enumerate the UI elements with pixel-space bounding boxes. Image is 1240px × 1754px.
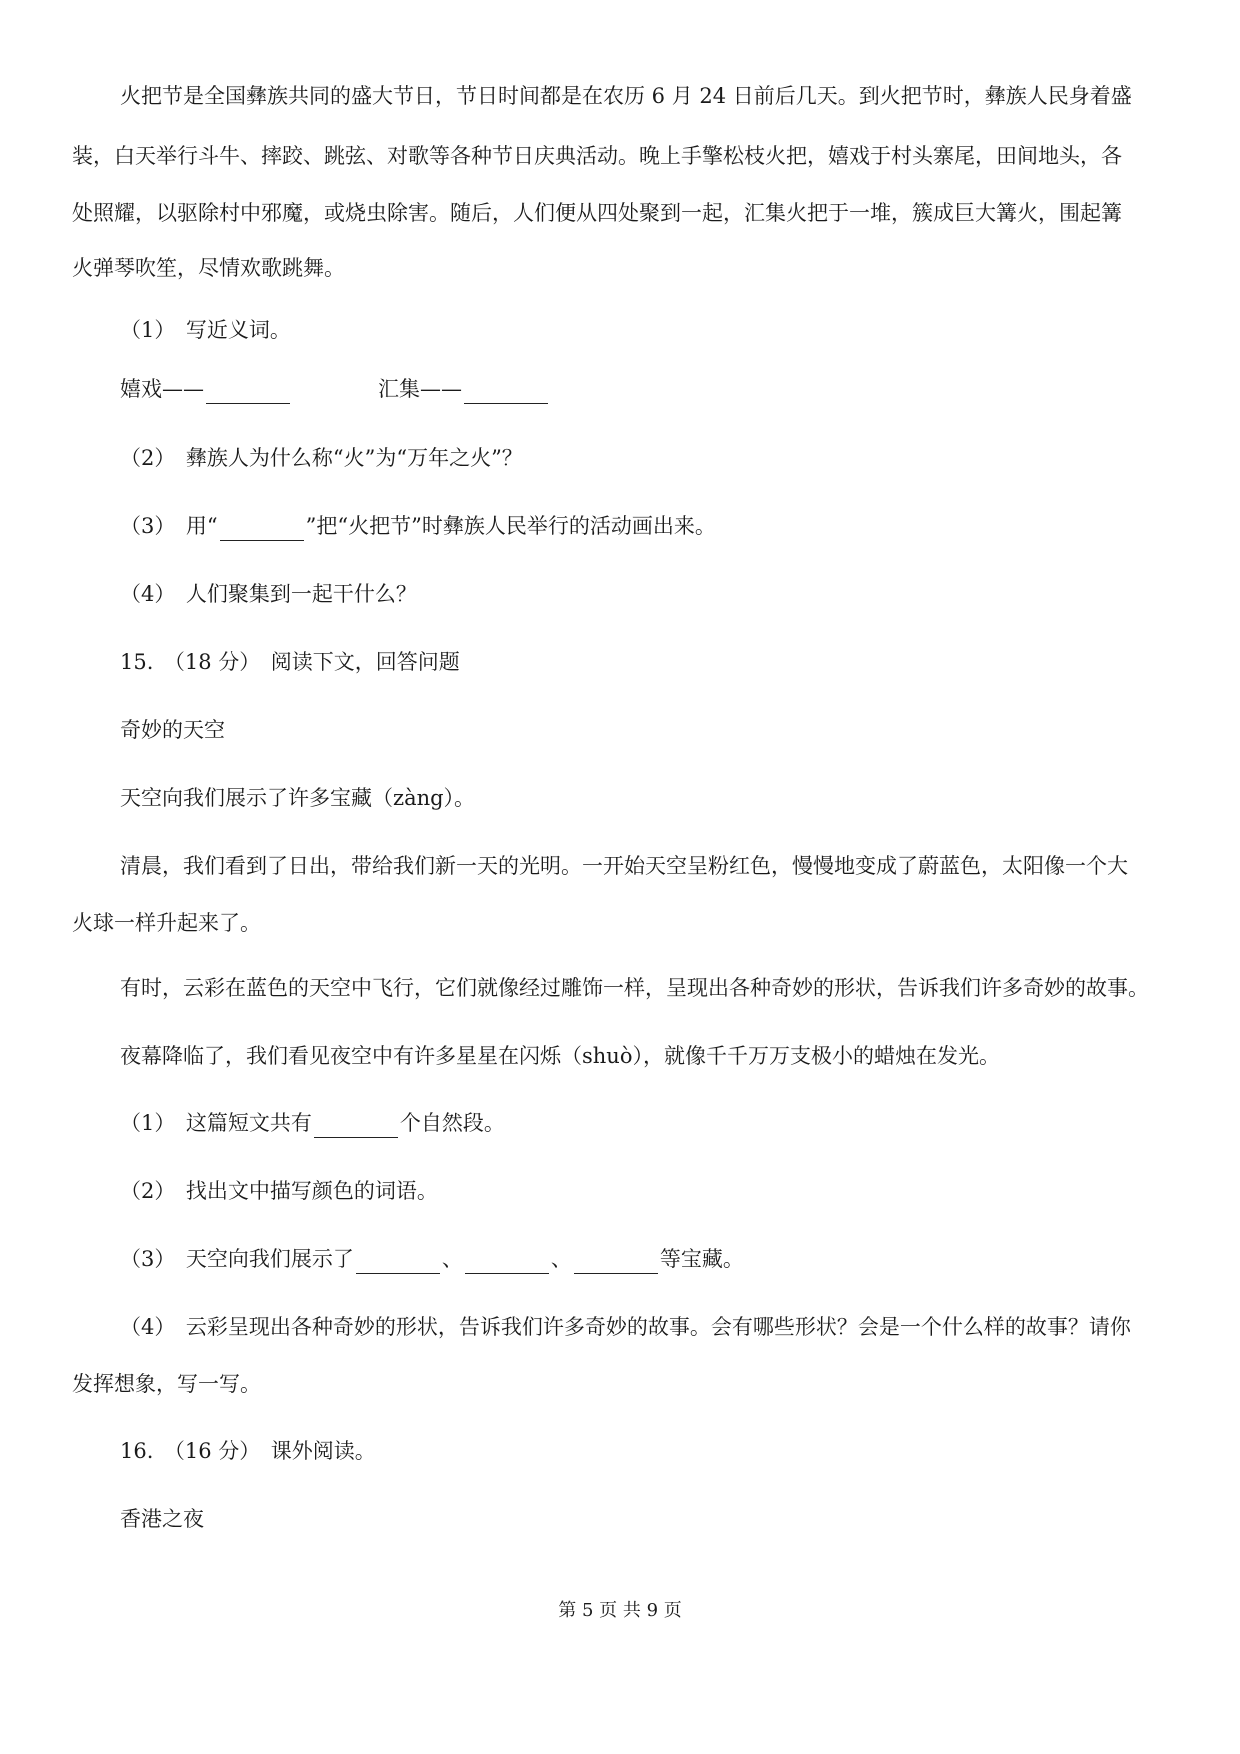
separator: 、 [441, 1247, 463, 1271]
answer-blank[interactable] [314, 1115, 398, 1138]
subquestion-1: （1） 写近义词。 [120, 318, 291, 342]
subquestion-3 [120, 511, 716, 541]
passage-paragraph-line: 清晨，我们看到了日出，带给我们新一天的光明。一开始天空呈粉红色，慢慢地变成了蔚蓝色，太阳像一个大 [120, 854, 1128, 878]
passage-paragraph-line: 火弹琴吹笙，尽情欢歌跳舞。 [72, 256, 345, 280]
subquestion-text: 等宝藏。 [659, 1247, 744, 1271]
passage-paragraph-line: 天空向我们展示了许多宝藏（zàng）。 [120, 786, 476, 810]
subquestion-2: （2） 彝族人为什么称“火”为“万年之火”？ [120, 446, 523, 470]
subquestion-text: （3） 用“ [120, 514, 218, 538]
passage-title: 香港之夜 [120, 1507, 204, 1531]
synonym-word-label: 嬉戏—— [120, 377, 204, 401]
subquestion-2: （2） 找出文中描写颜色的词语。 [120, 1179, 438, 1203]
subquestion-text: 个自然段。 [399, 1111, 505, 1135]
passage-paragraph-line: 夜幕降临了，我们看见夜空中有许多星星在闪烁（shuò），就像千千万万支极小的蜡烛在发光。 [120, 1044, 1000, 1068]
answer-blank[interactable] [206, 381, 290, 404]
subquestion-1 [120, 1108, 505, 1138]
passage-paragraph-line: 处照耀，以驱除村中邪魔，或烧虫除害。随后，人们便从四处聚到一起，汇集火把于一堆，簇成巨大篝火，围起篝 [72, 201, 1122, 225]
passage-paragraph-line: 装，白天举行斗牛、摔跤、跳弦、对歌等各种节日庆典活动。晚上手擎松枝火把，嬉戏于村头寨尾，田间地头，各 [72, 144, 1122, 168]
subquestion-4: （4） 云彩呈现出各种奇妙的形状，告诉我们许多奇妙的故事。会有哪些形状？会是一个什么样的故事？请你 [120, 1315, 1131, 1339]
synonym-row [120, 374, 550, 404]
answer-blank[interactable] [574, 1251, 658, 1274]
passage-paragraph-line: 火球一样升起来了。 [72, 911, 261, 935]
subquestion-text: （3） 天空向我们展示了 [120, 1247, 354, 1271]
subquestion-text: （1） 这篇短文共有 [120, 1111, 312, 1135]
passage-paragraph-line: 火把节是全国彝族共同的盛大节日，节日时间都是在农历 6 月 24 日前后几天。到火把节时，彝族人民身着盛 [120, 84, 1132, 108]
subquestion-4-continued: 发挥想象，写一写。 [72, 1372, 261, 1396]
subquestion-text: ”把“火把节”时彝族人民举行的活动画出来。 [305, 514, 716, 538]
synonym-word-label: 汇集—— [378, 377, 462, 401]
passage-paragraph-line: 有时，云彩在蓝色的天空中飞行，它们就像经过雕饰一样，呈现出各种奇妙的形状，告诉我们许多奇妙的故事。 [120, 976, 1149, 1000]
question-header: 15. （18 分） 阅读下文，回答问题 [120, 650, 460, 674]
answer-blank[interactable] [464, 381, 548, 404]
answer-blank[interactable] [465, 1251, 549, 1274]
page-number: 第 5 页 共 9 页 [558, 1600, 682, 1621]
question-header: 16. （16 分） 课外阅读。 [120, 1439, 376, 1463]
subquestion-4: （4） 人们聚集到一起干什么？ [120, 582, 417, 606]
subquestion-3 [120, 1244, 744, 1274]
answer-blank[interactable] [356, 1251, 440, 1274]
answer-blank[interactable] [220, 518, 304, 541]
passage-title: 奇妙的天空 [120, 718, 225, 742]
separator: 、 [550, 1247, 572, 1271]
